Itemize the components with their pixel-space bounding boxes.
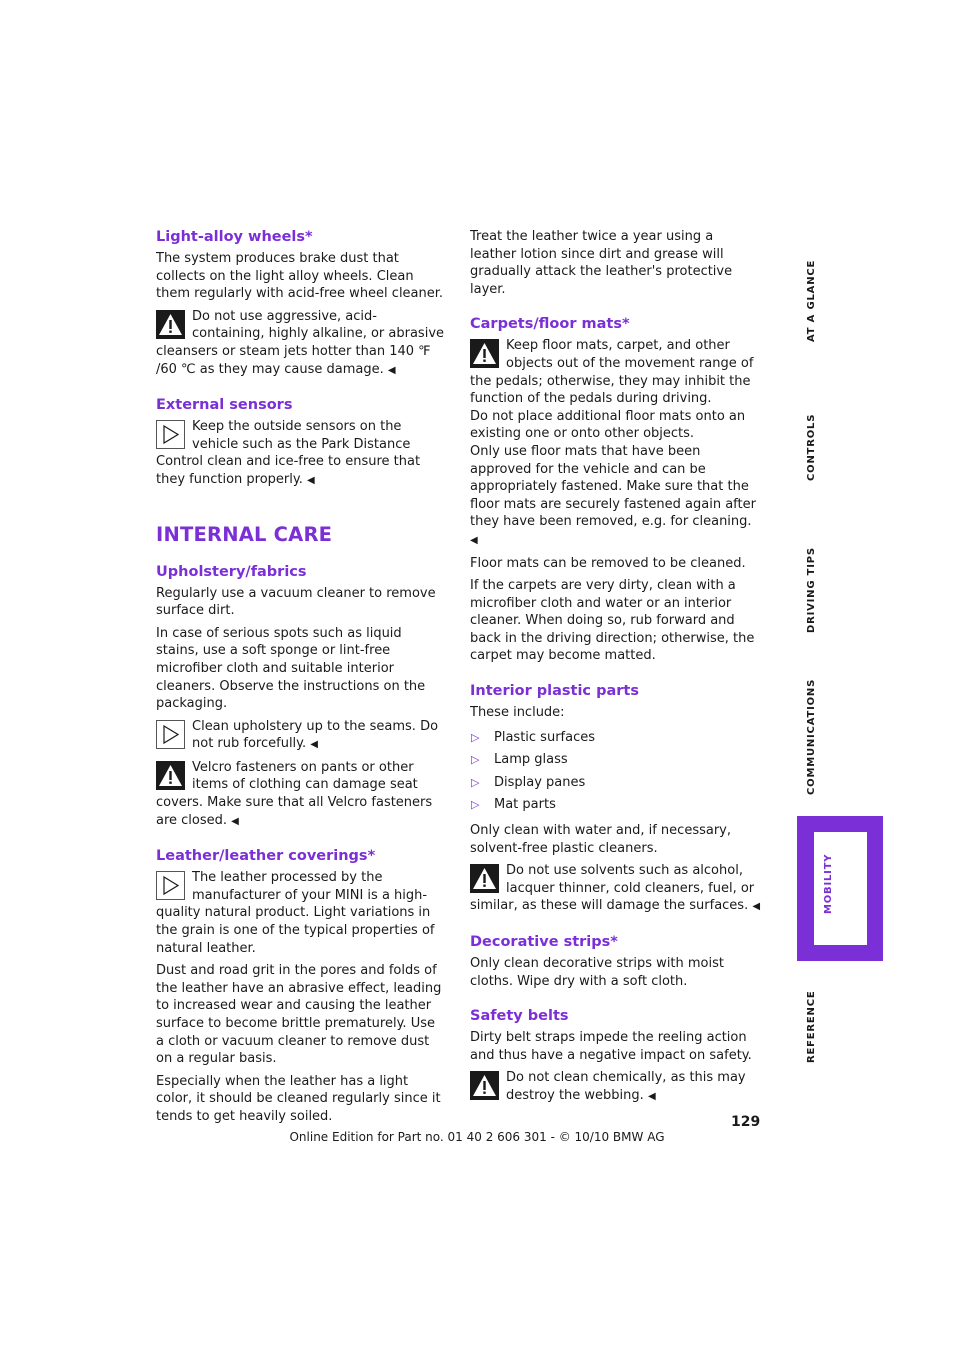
end-marker-icon: ◀ (310, 739, 318, 751)
warning-icon (470, 339, 499, 368)
left-column (156, 228, 446, 1131)
paragraph: Dust and road grit in the pores and folds of the leather have an abrasive effect, leading to increased wear and causing the leather surface to become brittle prematurely. Use a cloth or vacuum cleaner to remove dust on a regular basis. (156, 963, 442, 1067)
plastic-parts-list (470, 727, 762, 817)
tab-at-a-glance[interactable]: AT A GLANCE (806, 259, 817, 342)
warning-note (156, 308, 446, 379)
paragraph: Dirty belt straps impede the reeling action and thus have a negative impact on safety. (470, 1030, 752, 1063)
list-item: ▷ Display panes (470, 772, 762, 795)
end-marker-icon: ◀ (647, 1090, 656, 1102)
bullet-arrow-icon: ▷ (471, 775, 480, 789)
paragraph: If the carpets are very dirty, clean with a microfiber cloth and water or an interior cleaner. When doing so, rub forward and back in the driving direction; otherwise, the carpet may become matted. (470, 578, 755, 664)
bullet-arrow-icon: ▷ (471, 753, 480, 767)
warning-text: Do not clean chemically, as this may destroy the webbing. (506, 1070, 746, 1103)
hint-note (156, 869, 446, 957)
warning-icon (470, 864, 499, 893)
warning-text: Do not use aggressive, acid-containing, highly alkaline, or abrasive cleansers or steam jets hotter than 140 ℉ /60 ℃ as they may cause damage. (156, 308, 445, 377)
paragraph: Only clean with water and, if necessary, solvent-free plastic cleaners. (470, 823, 731, 856)
list-item: ▷ Lamp glass (470, 749, 762, 772)
tab-communications[interactable]: COMMUNICATIONS (806, 678, 817, 795)
warning-icon (470, 1071, 499, 1100)
section-title-carpets: Carpets/floor mats* (470, 316, 630, 333)
section-title-external-sensors: External sensors (156, 397, 293, 414)
warning-text: Do not use solvents such as alcohol, lacquer thinner, cold cleaners, fuel, or similar, as these will damage the surfaces. (470, 863, 755, 914)
footer: Online Edition for Part no. 01 40 2 606 301 - © 10/10 BMW AG (289, 1130, 665, 1144)
warning-text: Do not place additional floor mats onto an existing one or onto other objects. (470, 408, 746, 442)
warning-text: Keep floor mats, carpet, and other objects out of the movement range of the pedals; otherwise, they may inhibit the function of the pedals during driving. (470, 338, 754, 407)
hint-text: Keep the outside sensors on the vehicle such as the Park Distance Control clean and ice-free to ensure that they function properly. (156, 419, 421, 487)
tab-reference[interactable]: REFERENCE (806, 990, 817, 1063)
tab-controls[interactable]: CONTROLS (806, 413, 817, 481)
section-title-safety-belts: Safety belts (470, 1008, 569, 1025)
section-title-plastic-parts: Interior plastic parts (470, 683, 639, 700)
right-column (470, 228, 762, 1111)
end-marker-icon: ◀ (752, 901, 761, 913)
section-title-light-alloy-wheels: Light-alloy wheels* (156, 229, 313, 245)
warning-text: Velcro fasteners on pants or other items of clothing can damage seat covers. Make sure that all Velcro fasteners are closed. (156, 759, 433, 828)
warning-icon (156, 310, 185, 339)
end-marker-icon: ◀ (306, 474, 315, 486)
hint-arrow-icon (156, 720, 185, 749)
hint-arrow-icon (156, 871, 185, 900)
warning-text: Make sure that the floor mats are securely fastened again after they have been removed, e.g. for cleaning. (470, 479, 756, 530)
bullet-arrow-icon: ▷ (471, 798, 480, 812)
list-item: ▷ Mat parts (470, 794, 762, 817)
warning-note (470, 862, 762, 916)
end-marker-icon: ◀ (387, 364, 396, 376)
hint-text: Clean upholstery up to the seams. Do not rub forcefully. (192, 718, 439, 752)
warning-icon (156, 761, 185, 790)
paragraph: Regularly use a vacuum cleaner to remove surface dirt. (156, 585, 436, 619)
paragraph: Treat the leather twice a year using a leather lotion since dirt and grease will gradually attack the leather's protective layer. (470, 229, 733, 297)
warning-note (470, 1069, 762, 1105)
warning-note (156, 759, 446, 830)
section-title-decorative-strips: Decorative strips* (470, 934, 618, 950)
tab-driving-tips[interactable]: DRIVING TIPS (806, 547, 817, 633)
tab-mobility-active[interactable] (797, 816, 883, 961)
hint-arrow-icon (156, 420, 185, 449)
hint-text: The leather processed by the manufacturer of your MINI is a high-quality natural product. Light variations in the grain is one of the typical properties of natural leather. (156, 870, 435, 956)
paragraph: These include: (470, 705, 565, 721)
section-title-leather: Leather/leather coverings* (156, 848, 376, 865)
hint-note (156, 418, 446, 489)
end-marker-icon: ◀ (231, 815, 239, 827)
paragraph: The system produces brake dust that collects on the light alloy wheels. Clean them regularly with acid-free wheel cleaner. (156, 251, 444, 302)
paragraph: Especially when the leather has a light color, it should be cleaned regularly since it tends to get heavily soiled. (156, 1073, 441, 1124)
chapter-title: INTERNAL CARE (156, 522, 333, 546)
list-item: ▷ Plastic surfaces (470, 727, 762, 750)
hint-note (156, 718, 446, 754)
end-marker-icon: ◀ (470, 534, 478, 546)
paragraph: Floor mats can be removed to be cleaned. (470, 555, 746, 571)
warning-text: Only use floor mats that have been approved for the vehicle and can be appropriately fastened. (470, 443, 706, 495)
paragraph: Only clean decorative strips with moist cloths. Wipe dry with a soft cloth. (470, 956, 724, 989)
paragraph: In case of serious spots such as liquid stains, use a soft sponge or lint-free microfiber cloth and suitable interior cleaners. Observe the instructions on the packaging. (156, 625, 426, 712)
bullet-arrow-icon: ▷ (471, 730, 480, 744)
section-title-upholstery: Upholstery/fabrics (156, 563, 307, 580)
page-number: 129 (731, 1114, 761, 1130)
tab-mobility-label[interactable]: MOBILITY (823, 853, 834, 914)
warning-note (470, 337, 762, 549)
